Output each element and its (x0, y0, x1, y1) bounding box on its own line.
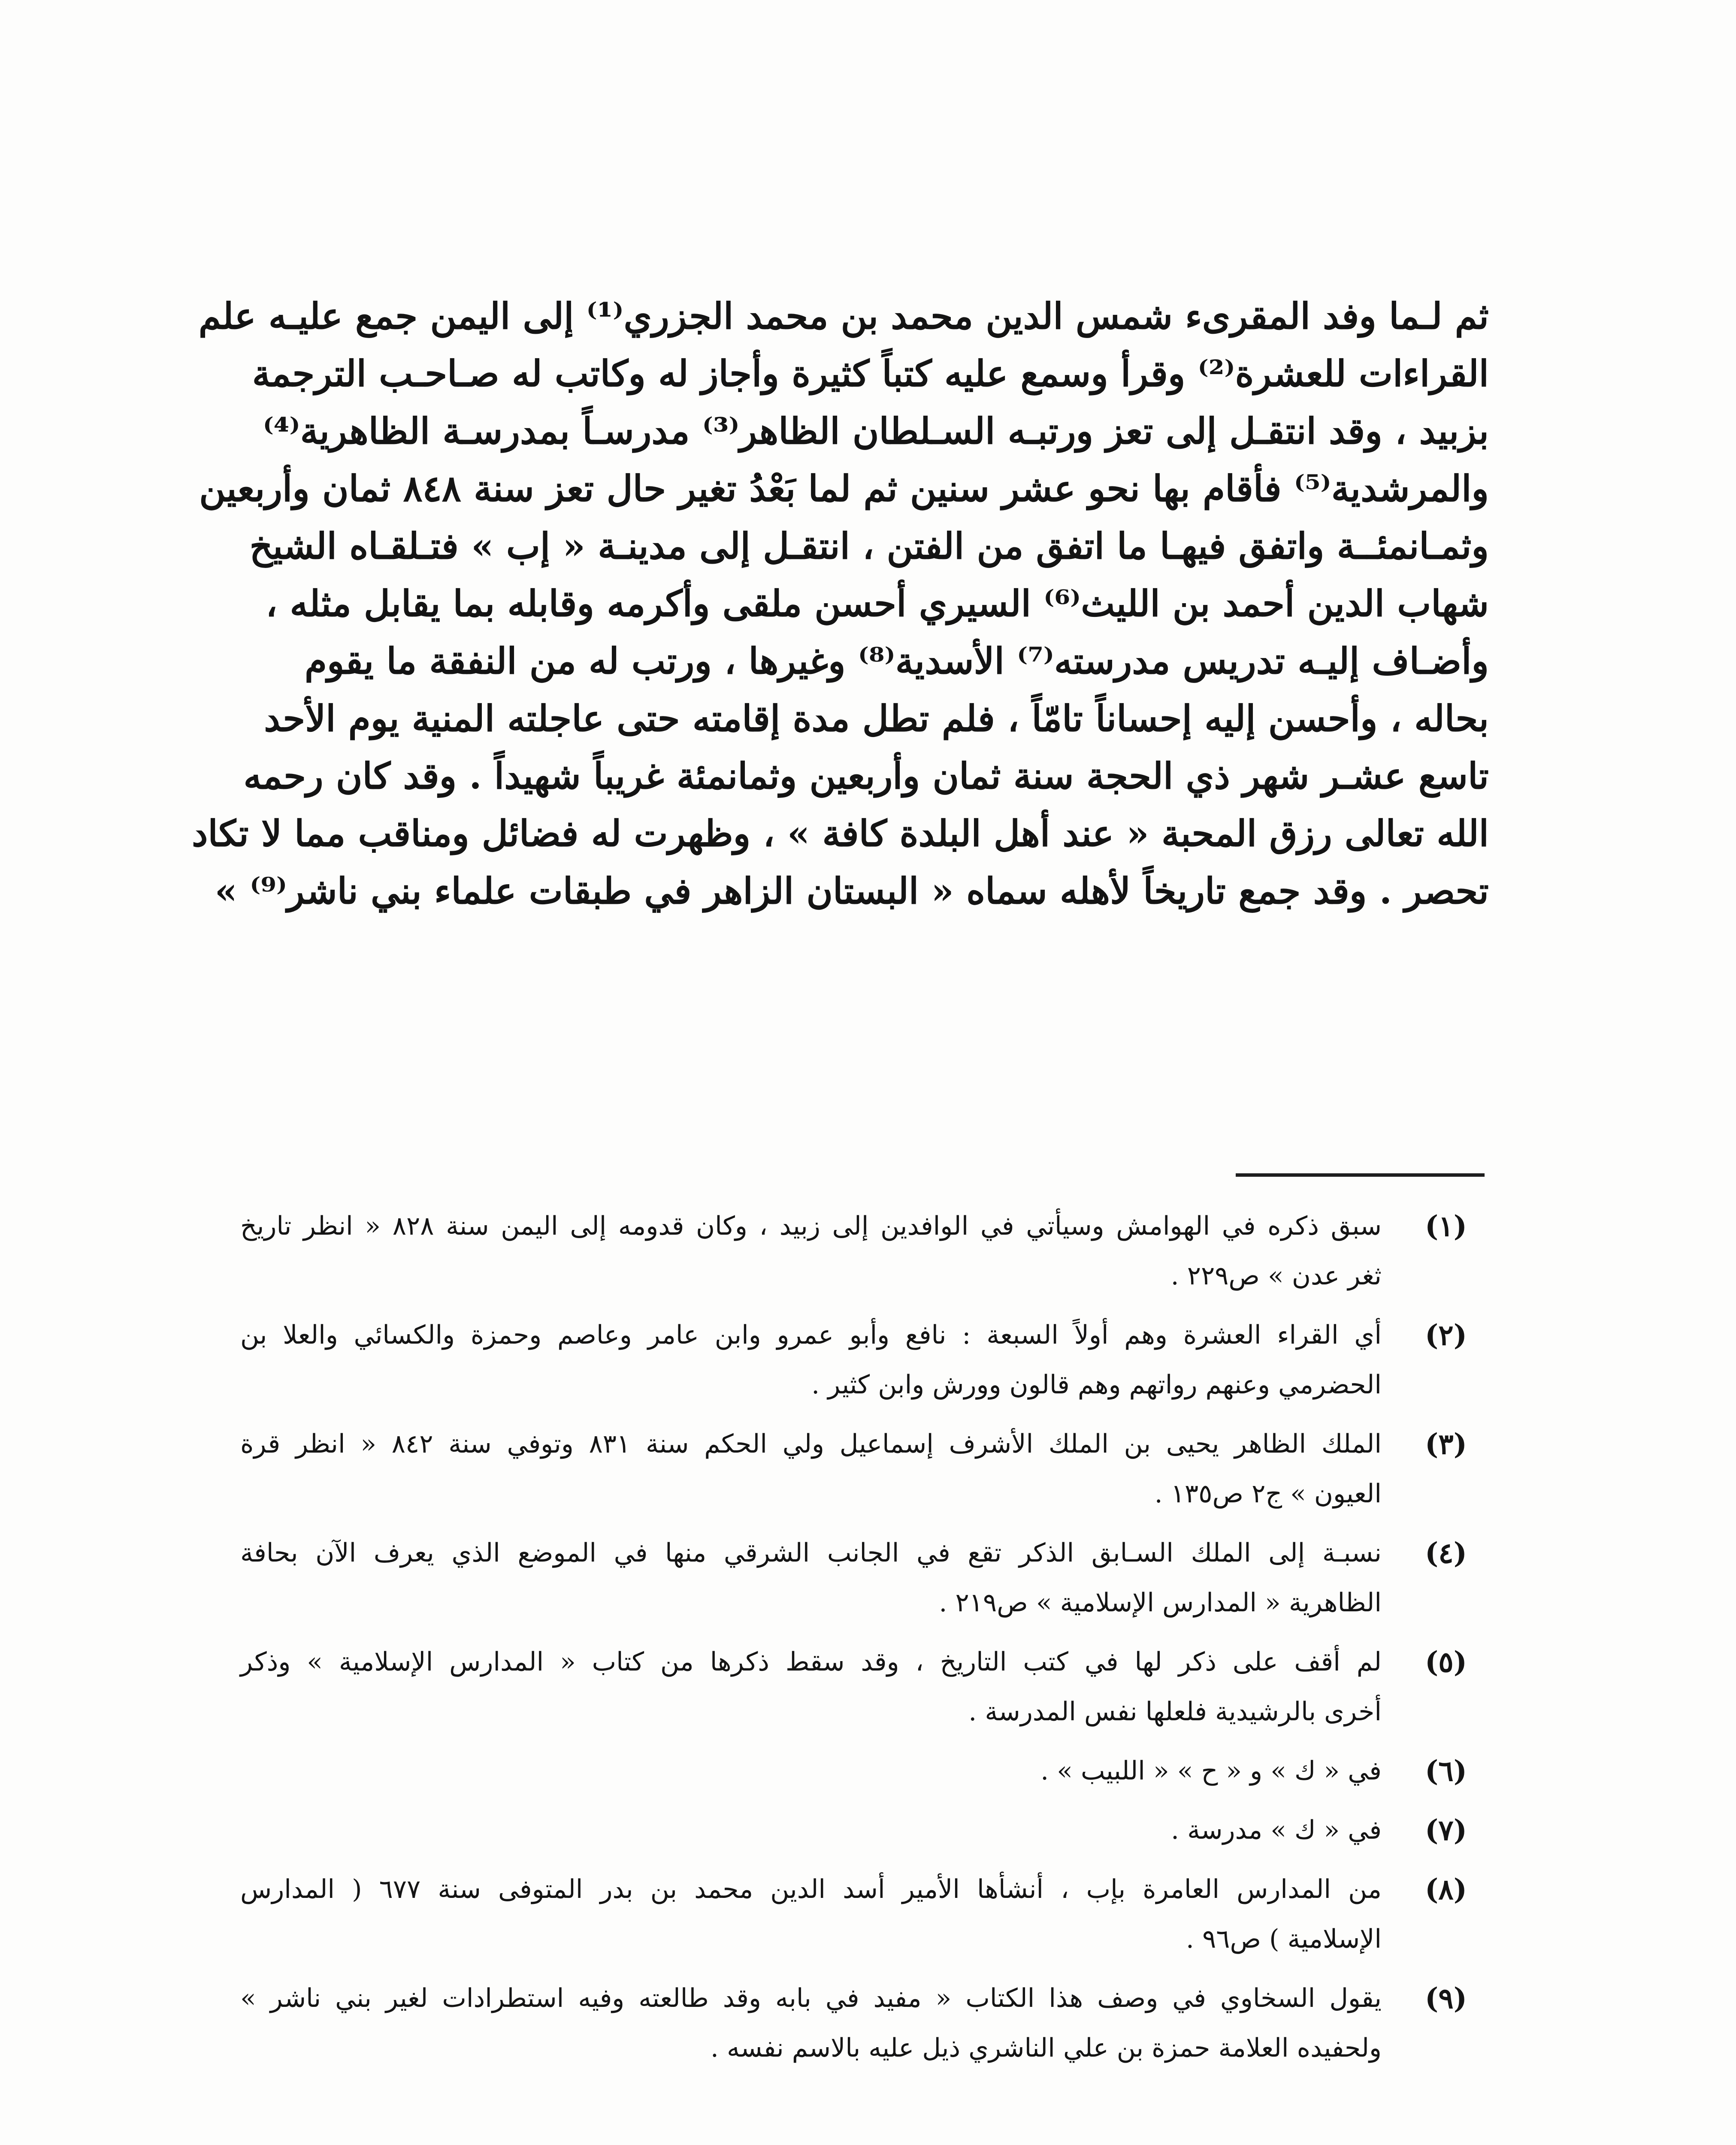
main-text-line: القراءات للعشرة⁽²⁾ وقرأ وسمع عليه كتباً كثيرة وأجاز له وكاتب له صـاحـب الترجمة (252, 352, 1489, 395)
footnote-line: من المدارس العامرة بإب ، أنشأها الأمير أسد الدين محمد بن بدر المتوفى سنة ٦٧٧ ( المدارس (240, 1874, 1382, 1904)
footnote-number: (٢) (1425, 1318, 1467, 1352)
footnote-number: (٩) (1425, 1982, 1467, 2015)
footnote-line: أي القراء العشرة وهم أولاً السبعة : نافع وأبو عمرو وابن عامر وعاصم وحمزة والكسائي والعلا بن (240, 1320, 1382, 1350)
footnote-line: الملك الظاهر يحيى بن الملك الأشرف إسماعيل ولي الحكم سنة ٨٣١ وتوفي سنة ٨٤٢ « انظر قرة (240, 1429, 1382, 1459)
footnote-line: أخرى بالرشيدية فلعلها نفس المدرسة . (968, 1697, 1382, 1727)
main-text-line: تحصر . وقد جمع تاريخاً لأهله سماه « البستان الزاهر في طبقات علماء بني ناشر⁽⁹⁾ » (215, 870, 1489, 912)
footnote-line: ثغر عدن » ص٢٢٩ . (1170, 1261, 1382, 1291)
footnote-number: (١) (1425, 1209, 1467, 1243)
footnote-line: في « ك » و « ح » « اللبيب » . (1040, 1756, 1382, 1786)
footnote-number: (٧) (1425, 1813, 1467, 1847)
footnote-line: الإسلامية ) ص٩٦ . (1186, 1924, 1382, 1954)
footnote-6 (240, 1746, 1489, 1796)
footnote-line: العيون » ج٢ ص١٣٥ . (1154, 1479, 1382, 1509)
footnotes-section (240, 1201, 1489, 2082)
main-text-line: تاسع عشـر شهر ذي الحجة سنة ثمان وأربعين وثمانمئة غريباً شهيداً . وقد كان رحمه (243, 755, 1489, 797)
footnote-line: الحضرمي وعنهم رواتهم وهم قالون وورش وابن كثير . (811, 1370, 1382, 1400)
main-text-block (191, 287, 1489, 920)
main-text-line: شهاب الدين أحمد بن الليث⁽⁶⁾ السيري أحسن ملقى وأكرمه وقابله بما يقابل مثله ، (266, 582, 1489, 625)
footnote-number: (٥) (1425, 1645, 1467, 1679)
footnote-line: الظاهرية « المدارس الإسلامية » ص٢١٩ . (939, 1588, 1382, 1618)
footnote-9 (240, 1973, 1489, 2073)
footnote-5 (240, 1637, 1489, 1737)
main-text-line: وثمـانمئــة واتفق فيهـا ما اتفق من الفتن ، انتقـل إلى مدينـة « إب » فتـلقـاه الشيخ (249, 525, 1489, 567)
main-text-line: ثم لـما وفد المقرىء شمس الدين محمد بن محمد الجزري⁽¹⁾ إلى اليمن جمع عليـه علم (198, 295, 1489, 337)
main-text-line: وأضـاف إليـه تدريس مدرسته⁽⁷⁾ الأسدية⁽⁸⁾ وغيرها ، ورتب له من النفقة ما يقوم (304, 640, 1489, 682)
footnote-8 (240, 1864, 1489, 1964)
footnote-number: (٤) (1425, 1536, 1467, 1570)
footnote-line: يقول السخاوي في وصف هذا الكتاب « مفيد في بابه وقد طالعته وفيه استطرادات لغير بني ناشر » (240, 1983, 1382, 2013)
footnote-line: في « ك » مدرسة . (1170, 1815, 1382, 1845)
footnote-3 (240, 1419, 1489, 1519)
footnote-line: لم أقف على ذكر لها في كتب التاريخ ، وقد سقط ذكرها من كتاب « المدارس الإسلامية » وذكر (240, 1647, 1382, 1677)
main-text-line: بحاله ، وأحسن إليه إحساناً تامّاً ، فلم تطل مدة إقامته حتى عاجلته المنية يوم الأحد (264, 697, 1489, 740)
footnote-number: (٦) (1425, 1754, 1467, 1788)
footnote-4 (240, 1528, 1489, 1628)
footnote-line: نسبـة إلى الملك السـابق الذكر تقع في الجانب الشرقي منها في الموضع الذي يعرف الآن بحافة (240, 1538, 1382, 1568)
footnote-1 (240, 1201, 1489, 1301)
footnote-separator-rule (1236, 1173, 1485, 1177)
footnote-7 (240, 1805, 1489, 1855)
footnote-line: سبق ذكره في الهوامش وسيأتي في الوافدين إلى زبيد ، وكان قدومه إلى اليمن سنة ٨٢٨ « انظر تاريخ (240, 1211, 1382, 1241)
main-text-line: الله تعالى رزق المحبة « عند أهل البلدة كافة » ، وظهرت له فضائل ومناقب مما لا تكاد (191, 812, 1489, 855)
footnote-2 (240, 1310, 1489, 1410)
footnote-number: (٨) (1425, 1873, 1467, 1906)
main-text-line: والمرشدية⁽⁵⁾ فأقام بها نحو عشر سنين ثم لما بَعْدُ تغير حال تعز سنة ٨٤٨ ثمان وأربعين (199, 467, 1489, 510)
footnote-line: ولحفيده العلامة حمزة بن علي الناشري ذيل عليه بالاسم نفسه . (710, 2033, 1382, 2063)
main-text-line: بزبيد ، وقد انتقـل إلى تعز ورتبـه السـلطان الظاهر⁽³⁾ مدرسـاً بمدرسـة الظاهرية⁽⁴⁾ (263, 410, 1489, 452)
footnote-number: (٣) (1425, 1427, 1467, 1461)
